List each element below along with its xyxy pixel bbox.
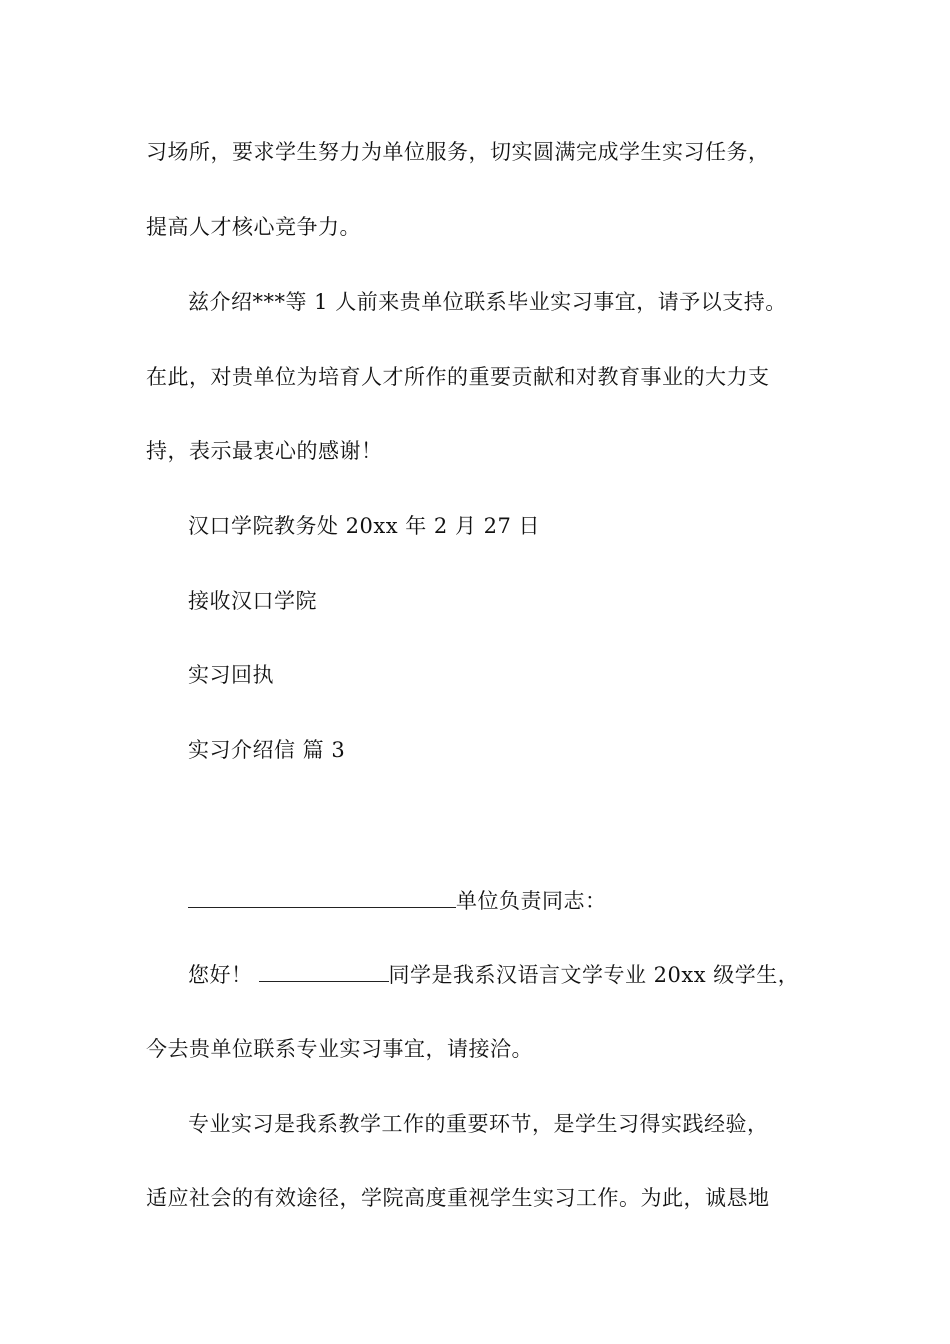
signature-line: 汉口学院教务处 20xx 年 2 月 27 日 — [188, 514, 541, 538]
greeting-prefix: 您好！ — [188, 963, 253, 987]
paragraph-line: 习场所，要求学生努力为单位服务，切实圆满完成学生实习任务， — [146, 140, 770, 164]
receiver-line: 接收汉口学院 — [188, 589, 317, 613]
salutation-text: 单位负责同志： — [456, 889, 607, 913]
paragraph-line: 在此，对贵单位为培育人才所作的重要贡献和对教育事业的大力支 — [146, 365, 770, 389]
section-title: 实习介绍信 篇 3 — [188, 738, 346, 762]
paragraph-line: 专业实习是我系教学工作的重要环节，是学生习得实践经验， — [188, 1112, 769, 1136]
paragraph-line: 兹介绍***等 1 人前来贵单位联系毕业实习事宜，请予以支持。 — [188, 290, 787, 314]
salutation-line — [188, 885, 607, 916]
receipt-heading: 实习回执 — [188, 663, 274, 687]
paragraph-line: 适应社会的有效途径，学院高度重视学生实习工作。为此，诚恳地 — [146, 1186, 770, 1210]
paragraph-line: 持，表示最衷心的感谢！ — [146, 439, 383, 463]
greeting-suffix: 同学是我系汉语言文学专业 20xx 级学生， — [388, 963, 800, 987]
blank-underline — [188, 885, 456, 908]
paragraph-line: 今去贵单位联系专业实习事宜，请接洽。 — [146, 1037, 533, 1061]
greeting-line — [188, 959, 799, 990]
blank-underline — [259, 959, 389, 982]
paragraph-line: 提高人才核心竞争力。 — [146, 215, 361, 239]
